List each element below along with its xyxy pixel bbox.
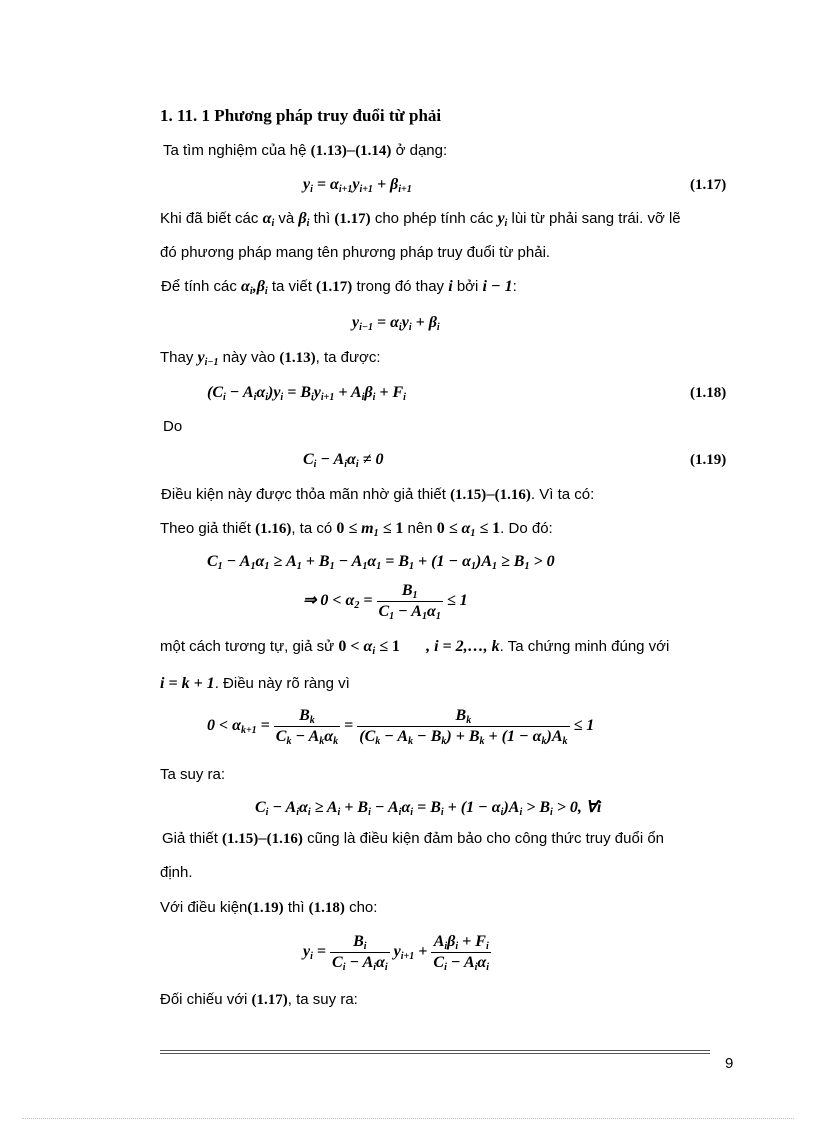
- text-span: , ta có: [291, 520, 333, 537]
- text-line: [160, 638, 669, 656]
- text-line: định.: [160, 864, 193, 881]
- text-span: cũng là điều kiện đảm bảo cho công thức truy đuổi ổn: [307, 830, 665, 847]
- text-span: cho:: [349, 899, 378, 916]
- text-line: [162, 830, 664, 848]
- text-line: Để tính các $\alpha_i,\beta_i$ ta viết (1.17) trong đó thay i bởi i − 1:: [161, 278, 517, 297]
- math: $\beta_i$: [298, 210, 310, 229]
- text-span: Đối chiếu với: [160, 991, 248, 1008]
- equation-ref: (1.16): [255, 521, 292, 537]
- equation-alpha-k-plus-1: $0 < \alpha_{k+1}$ = $B_k$ $C_k - A_k\alpha_k$ = $\frac{B_k}{(C_k - A_k - B_k) + B_k + (1 - \alpha_k)A_k}$ ≤ 1: [207, 707, 595, 747]
- equation-ref: (1.16): [266, 831, 303, 847]
- text-span: . Ta chứng minh đúng với: [499, 638, 670, 655]
- text-span: Với điều kiện: [160, 899, 248, 916]
- text-span: thì: [287, 899, 305, 916]
- text-span: , ta suy ra:: [287, 991, 358, 1008]
- text-span: thì: [313, 210, 331, 227]
- math: $\alpha_i,\beta_i$: [241, 278, 268, 297]
- dash: –: [346, 142, 356, 159]
- footer-rule: [160, 1053, 710, 1054]
- text-line: [160, 991, 358, 1009]
- text-span: . Do đó:: [500, 520, 553, 537]
- text-line: Ta suy ra:: [160, 766, 226, 783]
- math: $0 \le \alpha_1 \le 1$: [436, 520, 501, 539]
- math: i = k + 1: [160, 675, 215, 692]
- equation-ref: (1.15): [450, 487, 487, 503]
- math: $y_i$: [497, 210, 508, 229]
- equation-ref: (1.18): [308, 900, 345, 916]
- dash: –: [258, 830, 267, 847]
- equation-1-18: $(C_i - A_i\alpha_i)y_i = B_iy_{i+1} + A_i\beta_i + F_i$: [207, 384, 406, 403]
- text-span: , ta được:: [315, 349, 381, 366]
- equation-ref: (1.13): [279, 350, 316, 366]
- math: , i = 2,…, k: [426, 638, 500, 655]
- text-line: [160, 899, 377, 917]
- text-span: ở dạng:: [395, 142, 448, 159]
- text-span: và: [278, 210, 295, 227]
- equation-ref: (1.17): [251, 992, 288, 1008]
- equation-alpha-2: ⇒ $0 < \alpha_2$ = $\frac{B_1}{C_1 - A_1\alpha_1}$ ≤ 1: [303, 582, 468, 622]
- equation-ref: (1.14): [355, 143, 392, 159]
- equation-number: (1.18): [690, 385, 727, 401]
- equation-inequality: $C_1 - A_1\alpha_1 \ge A_1 + B_1 - A_1\alpha_1 = B_1 + (1 - \alpha_1)A_1 \ge B_1 > 0$: [207, 553, 555, 572]
- equation-ref: (1.15): [222, 831, 259, 847]
- text-span: nên: [407, 520, 433, 537]
- section-heading: 1. 11. 1 Phương pháp truy đuổi từ phải: [160, 106, 442, 125]
- text-span: bởi: [456, 278, 479, 295]
- text-span: Khi đã biết các: [160, 210, 259, 227]
- math: $0 \le m_1 \le 1$: [336, 520, 404, 539]
- text-line: [160, 675, 350, 693]
- text-line: [161, 486, 594, 504]
- text-line: đó phương pháp mang tên phương pháp truy đuổi từ phải.: [160, 244, 551, 261]
- text-span: Giả thiết: [162, 830, 218, 847]
- equation-ref: (1.13): [310, 143, 347, 159]
- page-number: 9: [725, 1055, 734, 1072]
- equation-y-i-solution: $y_i$ = $B_i$ $C_i - A_i\alpha_i$ $y_{i+1}$ + $A_i\beta_i + F_i$ $C_i - A_i\alpha_i$: [303, 933, 490, 973]
- text-span: Theo giả thiết: [160, 520, 251, 537]
- equation-ref: (1.17): [334, 211, 371, 227]
- text-span: ta viết: [271, 278, 312, 295]
- equation-ref: (1.16): [494, 487, 531, 503]
- text-line: [163, 142, 447, 160]
- text-span: . Vì ta có:: [530, 486, 595, 503]
- dash: –: [486, 486, 495, 503]
- equation-ref: (1.17): [316, 279, 353, 295]
- equation-ref: (1.19): [247, 900, 284, 916]
- text-span: Điều kiện này được thỏa mãn nhờ giả thiết: [161, 486, 446, 503]
- equation-number: (1.19): [690, 452, 727, 468]
- text-span: cho phép tính các: [374, 210, 494, 227]
- math: i: [448, 278, 453, 295]
- text-line: [160, 349, 381, 367]
- math: $y_{i-1}$: [197, 349, 219, 368]
- text-span: . Điều này rõ ràng vì: [214, 675, 350, 692]
- math: $0 < \alpha_i \le 1$: [338, 638, 400, 657]
- equation-1-19: $C_i - A_i\alpha_i \ne 0$: [303, 451, 384, 470]
- text-line: [160, 520, 553, 538]
- text-line: [160, 210, 681, 228]
- text-span: trong đó thay: [356, 278, 445, 295]
- text-span: Ta tìm nghiệm của hệ: [163, 142, 307, 159]
- text-span: Thay: [160, 349, 194, 366]
- equation-number: (1.17): [690, 177, 727, 193]
- equation-1-17: $y_i = \alpha_{i+1}y_{i+1} + \beta_{i+1}$: [303, 176, 412, 195]
- page-bottom-divider: [22, 1118, 794, 1119]
- equation-y-i-minus-1: $y_{i-1} = \alpha_iy_i + \beta_i$: [352, 314, 440, 333]
- text-span: một cách tương tự, giả sử: [160, 638, 335, 655]
- text-span: Để tính các: [161, 278, 237, 295]
- equation-general-inequality: $C_i - A_i\alpha_i \ge A_i + B_i - A_i\alpha_i = B_i + (1 - \alpha_i)A_i > B_i > 0$, ∀i: [255, 799, 602, 818]
- text-span: lùi từ phải sang trái. vỡ lẽ: [511, 210, 681, 227]
- text-span: này vào: [222, 349, 276, 366]
- math: $\alpha_i$: [262, 210, 275, 229]
- math: i − 1: [482, 278, 513, 295]
- text-line: Do: [163, 418, 183, 435]
- footer-rule: [160, 1050, 710, 1051]
